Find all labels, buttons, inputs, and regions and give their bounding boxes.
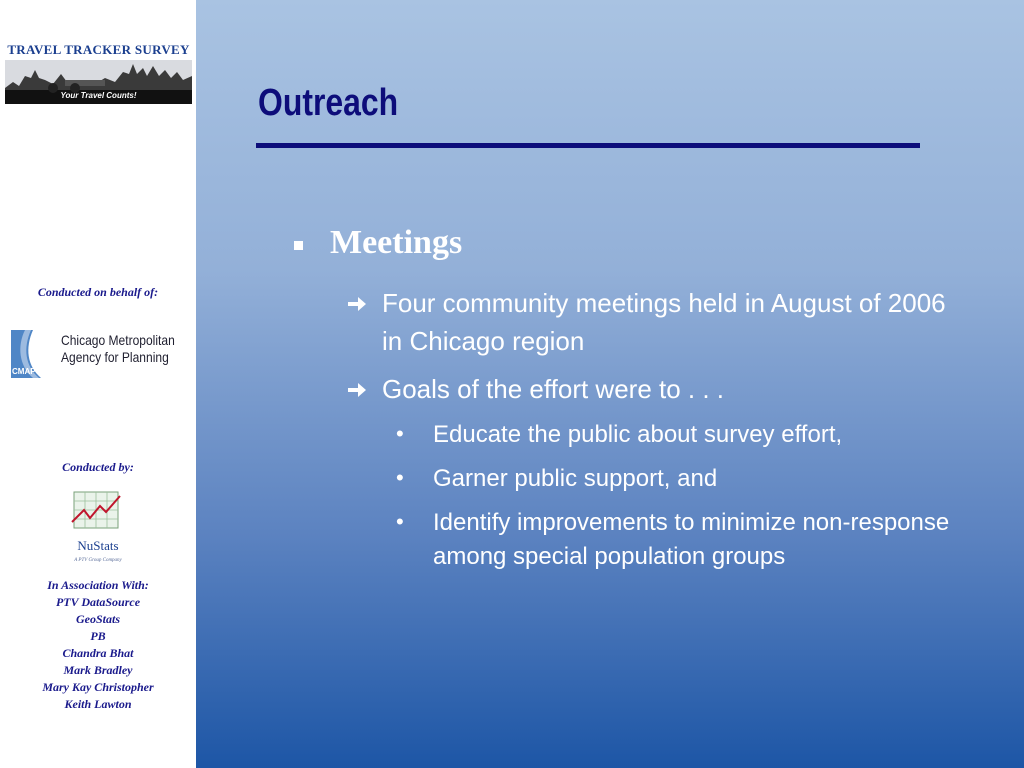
slide-title: Outreach <box>258 82 399 124</box>
association-block <box>0 577 196 713</box>
associate-item: Mary Kay Christopher <box>42 680 154 694</box>
associate-item: Mark Bradley <box>63 663 133 677</box>
arrow-right-icon <box>346 380 368 400</box>
associate-item: PTV DataSource <box>55 595 141 609</box>
square-bullet-icon <box>294 241 303 250</box>
chart-grid-icon <box>60 488 136 538</box>
associate-item: PB <box>90 629 106 643</box>
cmap-name-line2: Agency for Planning <box>61 349 169 365</box>
travel-tracker-logo-title: TRAVEL TRACKER SURVEY <box>7 42 190 57</box>
association-label: In Association With: <box>47 578 149 592</box>
associate-item: Keith Lawton <box>64 697 132 711</box>
nustats-subtitle: A PTV Group Company <box>74 558 122 563</box>
title-underline <box>256 143 920 148</box>
goal-item-support: Garner public support, and <box>433 465 718 492</box>
goal-item-educate: Educate the public about survey effort, <box>433 421 843 448</box>
dot-bullet-icon: • <box>396 465 404 490</box>
cmap-name-line1: Chicago Metropolitan <box>61 332 175 348</box>
travel-tracker-tagline: Your Travel Counts! <box>60 91 137 100</box>
goal-item-improvements: Identify improvements to minimize non-response among special population groups <box>433 509 950 570</box>
associate-item: GeoStats <box>75 612 120 626</box>
sponsor-label: Conducted on behalf of: <box>37 285 159 299</box>
subbullet-goals: Goals of the effort were to . . . <box>382 374 725 404</box>
arrow-right-icon <box>346 294 368 314</box>
cmap-abbr: CMAP <box>12 367 36 376</box>
sidebar <box>0 0 196 768</box>
nustats-name: NuStats <box>77 538 119 553</box>
dot-bullet-icon: • <box>396 509 404 534</box>
nustats-logo <box>60 488 136 570</box>
conductor-label: Conducted by: <box>62 460 134 474</box>
bullet-meetings: Meetings <box>330 224 463 261</box>
travel-tracker-logo <box>5 42 192 104</box>
cmap-name <box>61 332 173 366</box>
associate-item: Chandra Bhat <box>62 646 134 660</box>
subbullet-meetings-held: Four community meetings held in August of 2006 in Chicago region <box>382 288 946 356</box>
dot-bullet-icon: • <box>396 421 404 446</box>
cmap-logo <box>11 330 187 378</box>
